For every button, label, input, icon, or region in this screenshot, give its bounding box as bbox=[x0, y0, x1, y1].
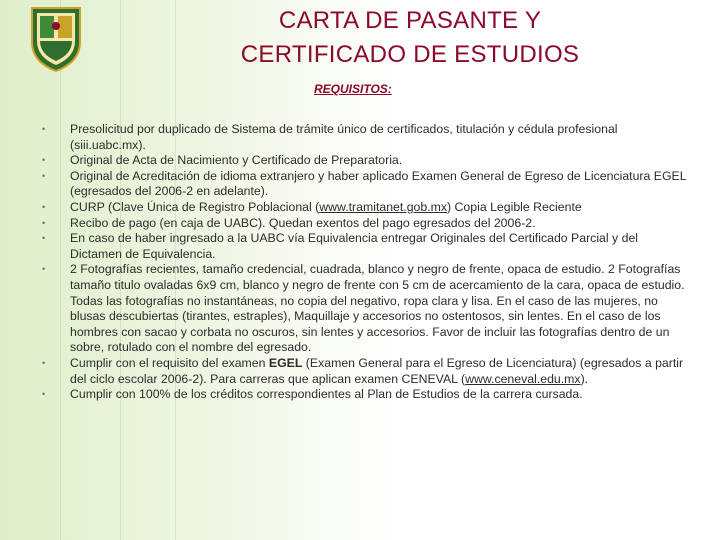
item-text: Presolicitud por duplicado de Sistema de trámite único de certificados, titulación y cédula profesional (siii.uabc.mx). bbox=[70, 122, 618, 152]
item-text: Cumplir con 100% de los créditos correspondientes al Plan de Estudios de la carrera cursada. bbox=[70, 387, 583, 402]
title-line-1: CARTA DE PASANTE Y bbox=[278, 7, 542, 34]
item-text: Cumplir con el requisito del examen bbox=[70, 355, 269, 370]
page-title bbox=[120, 4, 700, 72]
bullet-icon: • bbox=[42, 217, 46, 228]
requirements-list bbox=[42, 122, 692, 403]
item-text: En caso de haber ingresado a la UABC vía Equivalencia entregar Originales del Certificado Parcial y del Dictamen de Equivalencia. bbox=[70, 231, 639, 261]
university-shield-logo bbox=[28, 4, 84, 74]
item-text: Original de Acreditación de idioma extranjero y haber aplicado Examen General de Egreso de Licenciatura EGEL (egresados del 2006-2 en adelante). bbox=[70, 168, 687, 199]
list-item bbox=[42, 387, 692, 403]
requisitos-heading: REQUISITOS: bbox=[314, 82, 392, 96]
bullet-icon: • bbox=[42, 201, 46, 212]
bullet-icon: • bbox=[42, 233, 46, 244]
item-text: ). bbox=[580, 371, 589, 386]
title-line-2: CERTIFICADO DE ESTUDIOS bbox=[240, 41, 580, 68]
bullet-icon: • bbox=[42, 389, 46, 400]
item-text: Recibo de pago (en caja de UABC). Quedan exentos del pago egresados del 2006-2. bbox=[70, 215, 536, 230]
bullet-icon: • bbox=[42, 155, 46, 166]
item-text: CURP (Clave Única de Registro Poblacional ( bbox=[70, 199, 320, 214]
item-text: Original de Acta de Nacimiento y Certificado de Preparatoria. bbox=[70, 153, 403, 168]
ceneval-link[interactable]: www.ceneval.edu.mx bbox=[465, 371, 581, 386]
bullet-icon: • bbox=[42, 357, 46, 368]
list-item bbox=[42, 231, 692, 262]
item-text: ) Copia Legible Reciente bbox=[447, 199, 582, 214]
bullet-icon: • bbox=[42, 124, 46, 134]
item-text: (Examen General para el Egreso de Licenciatura) (egresados a partir del ciclo escolar 2006-2). Para carreras que aplican examen CENEVAL ( bbox=[70, 355, 684, 386]
bullet-icon: • bbox=[42, 170, 46, 181]
bullet-icon: • bbox=[42, 264, 46, 275]
list-item bbox=[42, 216, 692, 232]
tramitanet-link[interactable]: www.tramitanet.gob.mx bbox=[319, 199, 448, 214]
list-item bbox=[42, 200, 692, 216]
item-text: 2 Fotografías recientes, tamaño credencial, cuadrada, blanco y negro de frente, opaca de estudio. 2 Fotografías tamaño titulo ovaladas 6x9 cm, blanco y negro de frente con 5 cm de acercamiento de la cara, opaca de estudio. Todas las fotografías no instantáneas, no copia del negativo, ropa clara y lisa. En el caso de las mujeres, no blusas descubiertas (tirantes, estraples), Maquillaje y accesorios no ostentosos, sin lentes. En el caso de los hombres con sacao y corbata no oscuros, sin lentes y accesorios. Favor de incluir las fotografías dentro de un sobre, rotulado con el nombre del egresado. bbox=[70, 262, 685, 355]
list-item bbox=[42, 356, 692, 387]
list-item bbox=[42, 169, 692, 200]
list-item bbox=[42, 153, 692, 169]
egel-bold: EGEL bbox=[268, 355, 303, 370]
list-item bbox=[42, 122, 692, 153]
list-item bbox=[42, 262, 692, 356]
